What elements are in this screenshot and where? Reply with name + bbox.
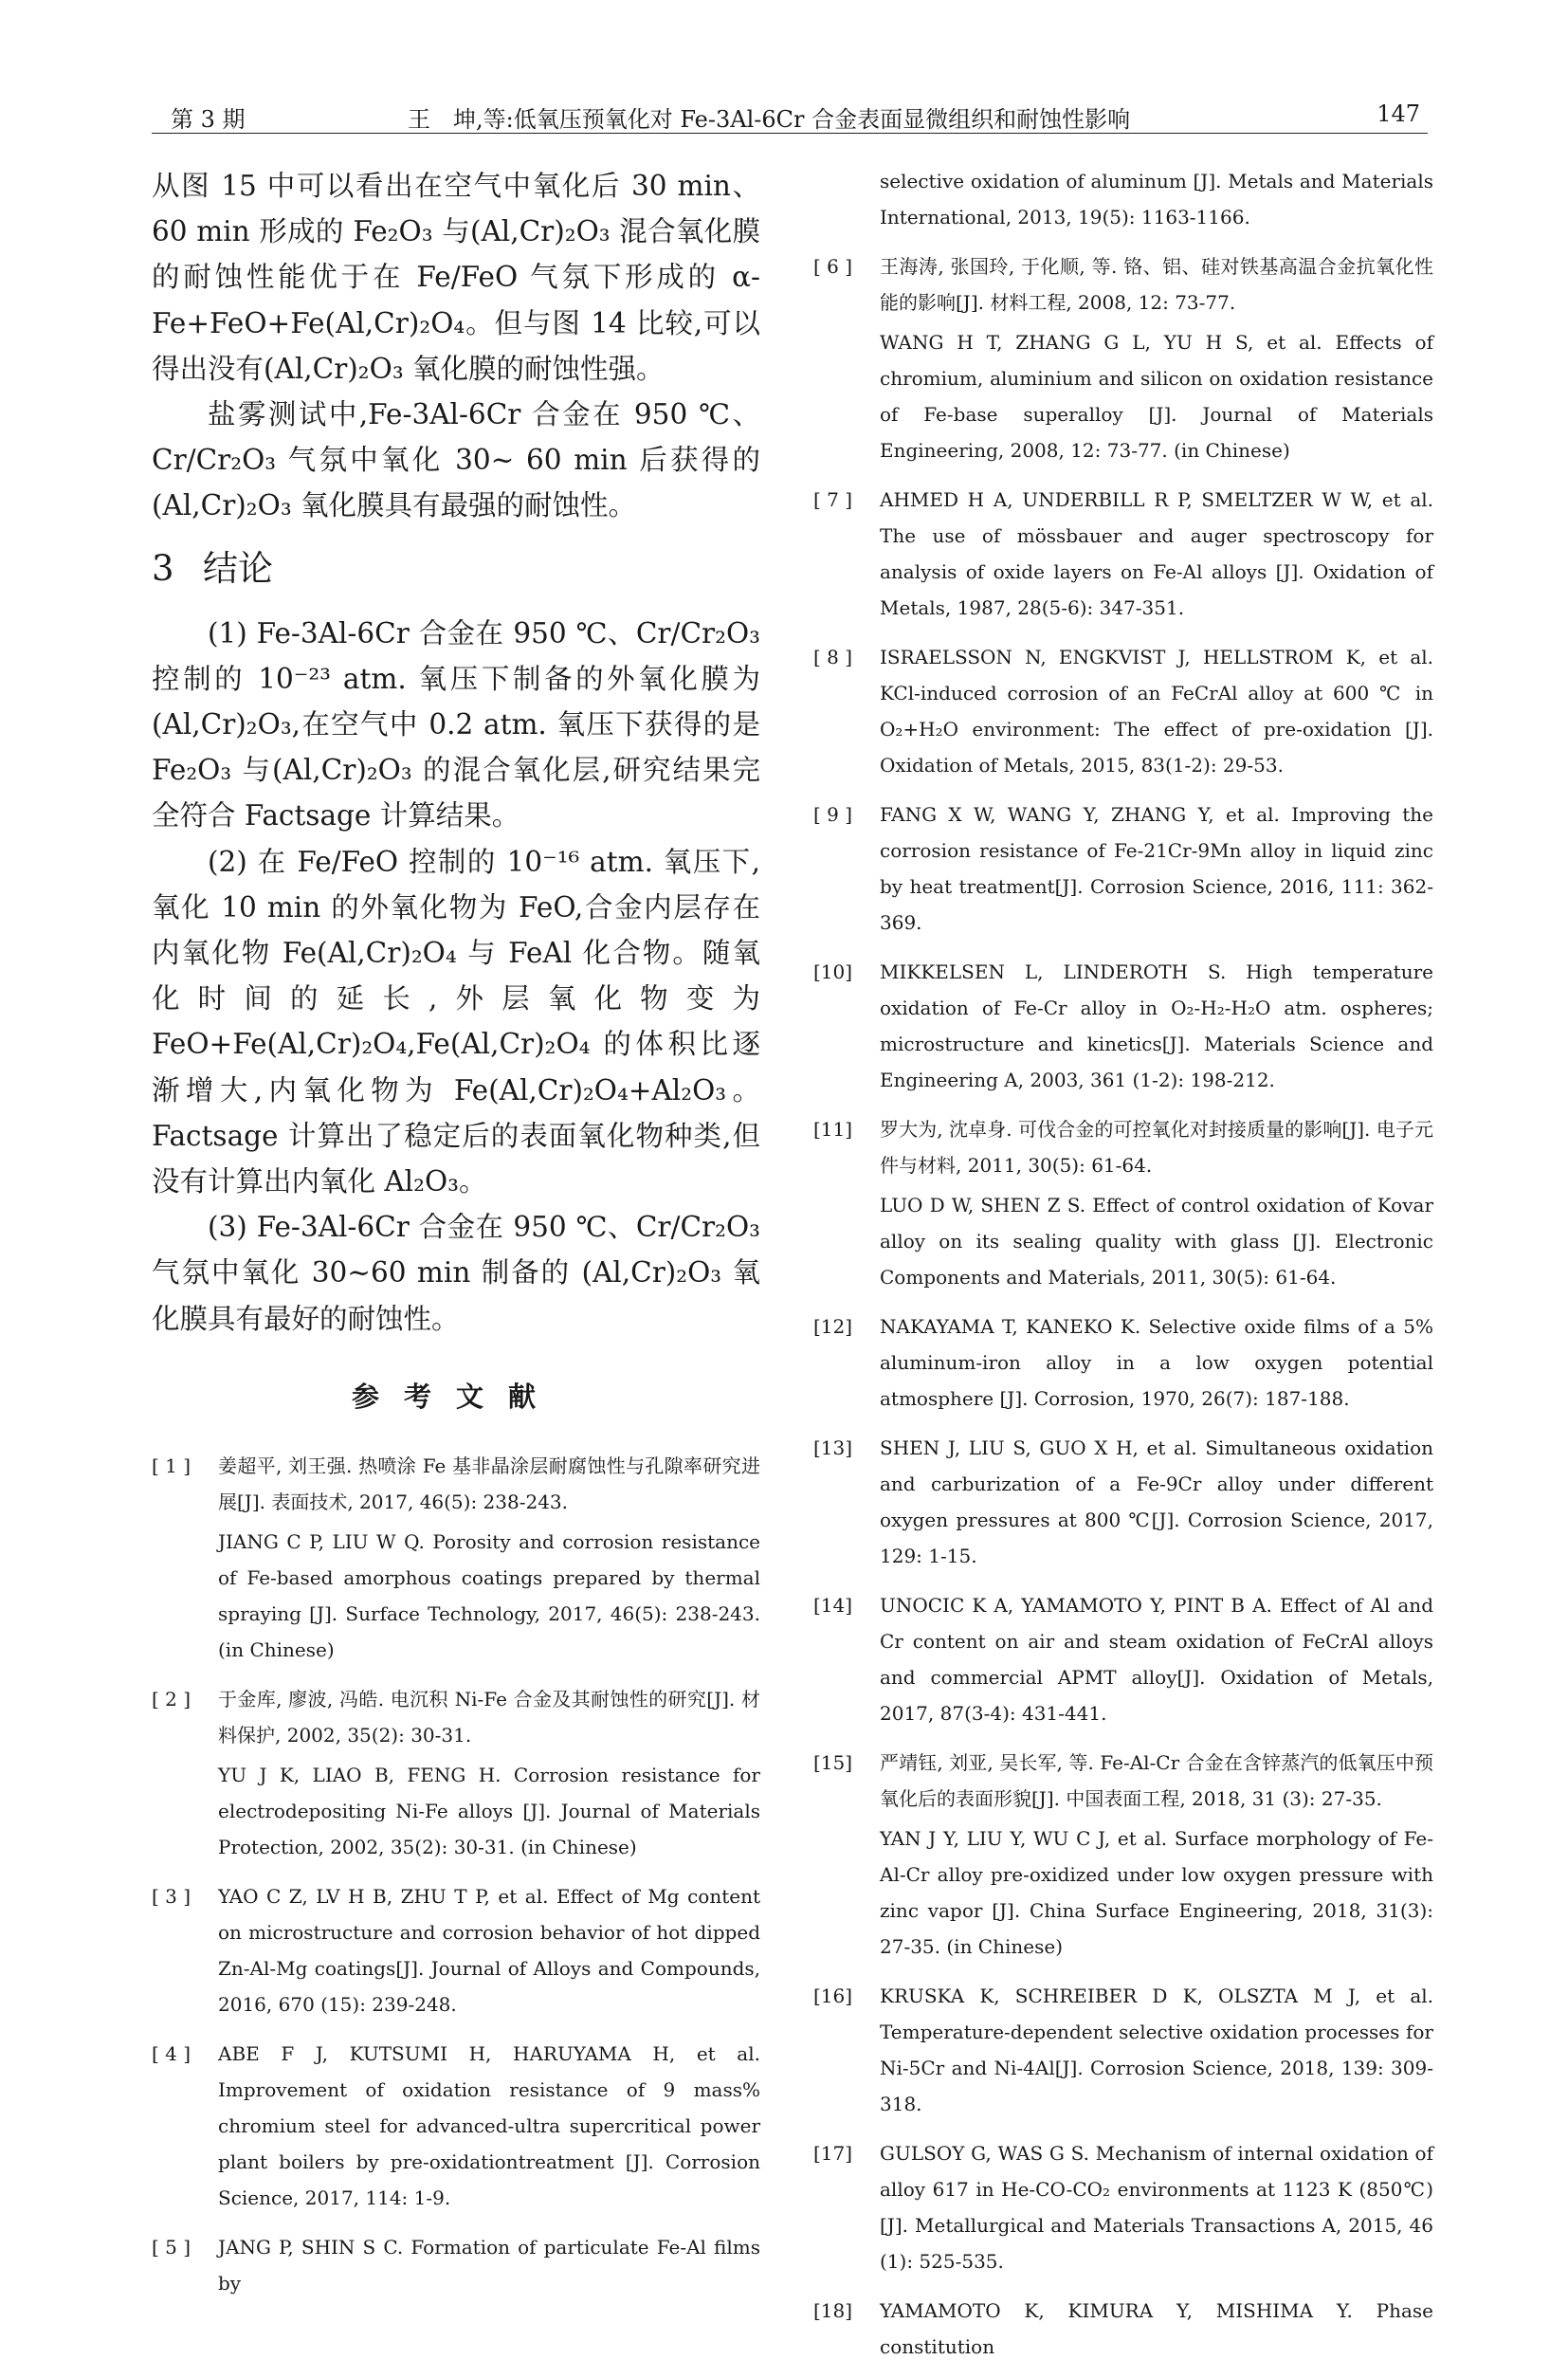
reference-number: [ 9 ]	[813, 803, 853, 826]
reference-entry	[813, 2293, 1433, 2365]
reference-en: NAKAYAMA T, KANEKO K. Selective oxide films of a 5% aluminum-iron alloy in a low oxygen potential atmosphere [J]. Corrosion, 1970, 26(7): 187-188.	[880, 1315, 1433, 1410]
reference-en: FANG X W, WANG Y, ZHANG Y, et al. Improving the corrosion resistance of Fe-21Cr-9Mn alloy in liquid zinc by heat treatment[J]. Corrosion Science, 2016, 111: 362-369.	[880, 803, 1433, 934]
reference-entry	[813, 163, 1433, 235]
reference-en: GULSOY G, WAS G S. Mechanism of internal oxidation of alloy 617 in He-CO-CO₂ environments at 1123 K (850℃) [J]. Metallurgical and Materials Transactions A, 2015, 46 (1): 525-535.	[880, 2142, 1433, 2273]
reference-en: KRUSKA K, SCHREIBER D K, OLSZTA M J, et al. Temperature-dependent selective oxidation processes for Ni-5Cr and Ni-4Al[J]. Corrosion Science, 2018, 139: 309-318.	[880, 1985, 1433, 2115]
reference-en: JANG P, SHIN S C. Formation of particulate Fe-Al films by	[218, 2235, 760, 2295]
reference-entry	[152, 1681, 760, 1865]
reference-en: AHMED H A, UNDERBILL R P, SMELTZER W W, et al. The use of mössbauer and auger spectroscopy for analysis of oxide layers on Fe-Al alloys [J]. Oxidation of Metals, 1987, 28(5-6): 347-351.	[880, 488, 1433, 619]
reference-number: [13]	[813, 1436, 853, 1459]
reference-en: YAN J Y, LIU Y, WU C J, et al. Surface morphology of Fe-Al-Cr alloy pre-oxidized under low oxygen pressure with zinc vapor [J]. China Surface Engineering, 2018, 31(3): 27-35. (in Chinese)	[880, 1827, 1433, 1958]
references-heading: 参考文献	[351, 1380, 560, 1413]
conclusion-1: (1) Fe-3Al-6Cr 合金在 950 ℃、Cr/Cr₂O₃ 控制的 10⁻²³ atm. 氧压下制备的外氧化膜为(Al,Cr)₂O₃,在空气中 0.2 atm. 氧压下获得的是 Fe₂O₃ 与(Al,Cr)₂O₃ 的混合氧化层,研究结果完全符合 Factsage 计算结果。	[152, 616, 760, 832]
reference-number: [15]	[813, 1751, 853, 1774]
reference-number: [ 3 ]	[152, 1884, 191, 1908]
reference-number: [16]	[813, 1985, 853, 2007]
section-heading	[152, 533, 760, 605]
reference-number: [ 2 ]	[152, 1687, 191, 1710]
reference-number: [ 8 ]	[813, 646, 853, 668]
reference-entry	[813, 482, 1433, 626]
reference-number: [ 4 ]	[152, 2041, 191, 2065]
reference-number: [ 5 ]	[152, 2235, 191, 2259]
reference-en: JIANG C P, LIU W Q. Porosity and corrosion resistance of Fe-based amorphous coatings prepared by thermal spraying [J]. Surface Technology, 2017, 46(5): 238-243. (in Chinese)	[218, 1529, 760, 1661]
reference-entry	[813, 2135, 1433, 2279]
reference-en: ISRAELSSON N, ENGKVIST J, HELLSTROM K, et al. KCl-induced corrosion of an FeCrAl alloy at 600 ℃ in O₂+H₂O environment: The effect of pre-oxidation [J]. Oxidation of Metals, 2015, 83(1-2): 29-53.	[880, 646, 1433, 777]
reference-entry	[152, 1448, 760, 1668]
reference-entry	[813, 1308, 1433, 1417]
section-title: 结论	[203, 547, 273, 589]
reference-number: [11]	[813, 1118, 853, 1141]
reference-number: [18]	[813, 2299, 853, 2322]
reference-entry	[813, 1111, 1433, 1295]
reference-entry	[813, 639, 1433, 783]
reference-number: [12]	[813, 1315, 853, 1338]
reference-en: SHEN J, LIU S, GUO X H, et al. Simultaneous oxidation and carburization of a Fe-9Cr alloy under different oxygen pressures at 800 ℃[J]. Corrosion Science, 2017, 129: 1-15.	[880, 1436, 1433, 1567]
issue-number: 第 3 期	[171, 106, 246, 133]
reference-entry	[813, 796, 1433, 941]
page-number: 147	[1377, 101, 1420, 127]
reference-entry	[813, 248, 1433, 468]
running-title: 王 坤,等:低氧压预氧化对 Fe-3Al-6Cr 合金表面显微组织和耐蚀性影响	[408, 106, 1131, 133]
reference-en: YAO C Z, LV H B, ZHU T P, et al. Effect of Mg content on microstructure and corrosion behavior of hot dipped Zn-Al-Mg coatings[J]. Journal of Alloys and Compounds, 2016, 670 (15): 239-248.	[218, 1884, 760, 2016]
reference-en: MIKKELSEN L, LINDEROTH S. High temperature oxidation of Fe-Cr alloy in O₂-H₂-H₂O atm. ospheres; microstructure and kinetics[J]. Materials Science and Engineering A, 2003, 361 (1-2): 198-212.	[880, 960, 1433, 1091]
reference-entry	[813, 1587, 1433, 1731]
reference-cn: 姜超平, 刘王强. 热喷涂 Fe 基非晶涂层耐腐蚀性与孔隙率研究进展[J]. 表面技术, 2017, 46(5): 238-243.	[218, 1454, 760, 1513]
reference-number: [ 7 ]	[813, 488, 853, 511]
conclusion-3: (3) Fe-3Al-6Cr 合金在 950 ℃、Cr/Cr₂O₃ 气氛中氧化 30~60 min 制备的 (Al,Cr)₂O₃ 氧化膜具有最好的耐蚀性。	[152, 1211, 760, 1335]
reference-entry	[813, 1430, 1433, 1574]
reference-en: WANG H T, ZHANG G L, YU H S, et al. Effects of chromium, aluminium and silicon on oxidation resistance of Fe-base superalloy [J]. Journal of Materials Engineering, 2008, 12: 73-77. (in Chinese)	[880, 331, 1433, 462]
reference-entry	[152, 1878, 760, 2022]
reference-cn: 罗大为, 沈卓身. 可伐合金的可控氧化对封接质量的影响[J]. 电子元件与材料, 2011, 30(5): 61-64.	[880, 1118, 1433, 1177]
reference-cn: 王海涛, 张国玲, 于化顺, 等. 铬、铝、硅对铁基高温合金抗氧化性能的影响[J]. 材料工程, 2008, 12: 73-77.	[880, 255, 1433, 314]
reference-cn: 于金库, 廖波, 冯皓. 电沉积 Ni-Fe 合金及其耐蚀性的研究[J]. 材料保护, 2002, 35(2): 30-31.	[218, 1687, 760, 1747]
right-column	[813, 163, 1433, 2378]
reference-en: ABE F J, KUTSUMI H, HARUYAMA H, et al. Improvement of oxidation resistance of 9 mass% chromium steel for advanced-ultra supercritical power plant boilers by pre-oxidationtreatment [J]. Corrosion Science, 2017, 114: 1-9.	[218, 2041, 760, 2209]
reference-entry	[813, 1978, 1433, 2122]
reference-entry	[152, 2229, 760, 2301]
reference-en: selective oxidation of aluminum [J]. Metals and Materials International, 2013, 19(5): 1163-1166.	[880, 170, 1433, 229]
conclusion-2: (2) 在 Fe/FeO 控制的 10⁻¹⁶ atm. 氧压下,氧化 10 min 的外氧化物为 FeO,合金内层存在内氧化物 Fe(Al,Cr)₂O₄ 与 FeAl 化合物。随氧化时间的延长,外层氧化物变为 FeO+Fe(Al,Cr)₂O₄,Fe(Al,Cr)₂O₄ 的体积比逐渐增大,内氧化物为 Fe(Al,Cr)₂O₄+Al₂O₃。Factsage 计算出了稳定后的表面氧化物种类,但没有计算出内氧化 Al₂O₃。	[152, 845, 760, 1198]
reference-en: LUO D W, SHEN Z S. Effect of control oxidation of Kovar alloy on its sealing quality with glass [J]. Electronic Components and Materials, 2011, 30(5): 61-64.	[880, 1194, 1433, 1289]
reference-en: UNOCIC K A, YAMAMOTO Y, PINT B A. Effect of Al and Cr content on air and steam oxidation of FeCrAl alloys and commercial APMT alloy[J]. Oxidation of Metals, 2017, 87(3-4): 431-441.	[880, 1594, 1433, 1725]
reference-en: YU J K, LIAO B, FENG H. Corrosion resistance for electrodepositing Ni-Fe alloys [J]. Journal of Materials Protection, 2002, 35(2): 30-31. (in Chinese)	[218, 1763, 760, 1858]
left-column	[152, 163, 760, 2314]
reference-entry	[813, 1745, 1433, 1965]
reference-entry	[152, 2036, 760, 2216]
reference-entry	[813, 954, 1433, 1098]
reference-number: [17]	[813, 2142, 853, 2165]
reference-en: YAMAMOTO K, KIMURA Y, MISHIMA Y. Phase constitution	[880, 2299, 1433, 2358]
section-number: 3	[152, 547, 174, 589]
body-paragraph: 从图 15 中可以看出在空气中氧化后 30 min、60 min 形成的 Fe₂O₃ 与(Al,Cr)₂O₃ 混合氧化膜的耐蚀性能优于在 Fe/FeO 气氛下形成的 α-Fe+FeO+Fe(Al,Cr)₂O₄。但与图 14 比较,可以得出没有(Al,Cr)₂O₃ 氧化膜的耐蚀性强。	[152, 170, 760, 385]
reference-number: [ 1 ]	[152, 1454, 191, 1477]
running-header	[152, 99, 1428, 134]
reference-cn: 严靖钰, 刘亚, 吴长军, 等. Fe-Al-Cr 合金在含锌蒸汽的低氧压中预氧化后的表面形貌[J]. 中国表面工程, 2018, 31 (3): 27-35.	[880, 1751, 1433, 1810]
reference-number: [10]	[813, 960, 853, 983]
reference-list-left	[152, 1448, 760, 2301]
reference-number: [ 6 ]	[813, 255, 853, 278]
body-paragraph: 盐雾测试中,Fe-3Al-6Cr 合金在 950 ℃、Cr/Cr₂O₃ 气氛中氧化 30~ 60 min 后获得的(Al,Cr)₂O₃ 氧化膜具有最强的耐蚀性。	[152, 398, 760, 522]
reference-number: [14]	[813, 1594, 853, 1617]
